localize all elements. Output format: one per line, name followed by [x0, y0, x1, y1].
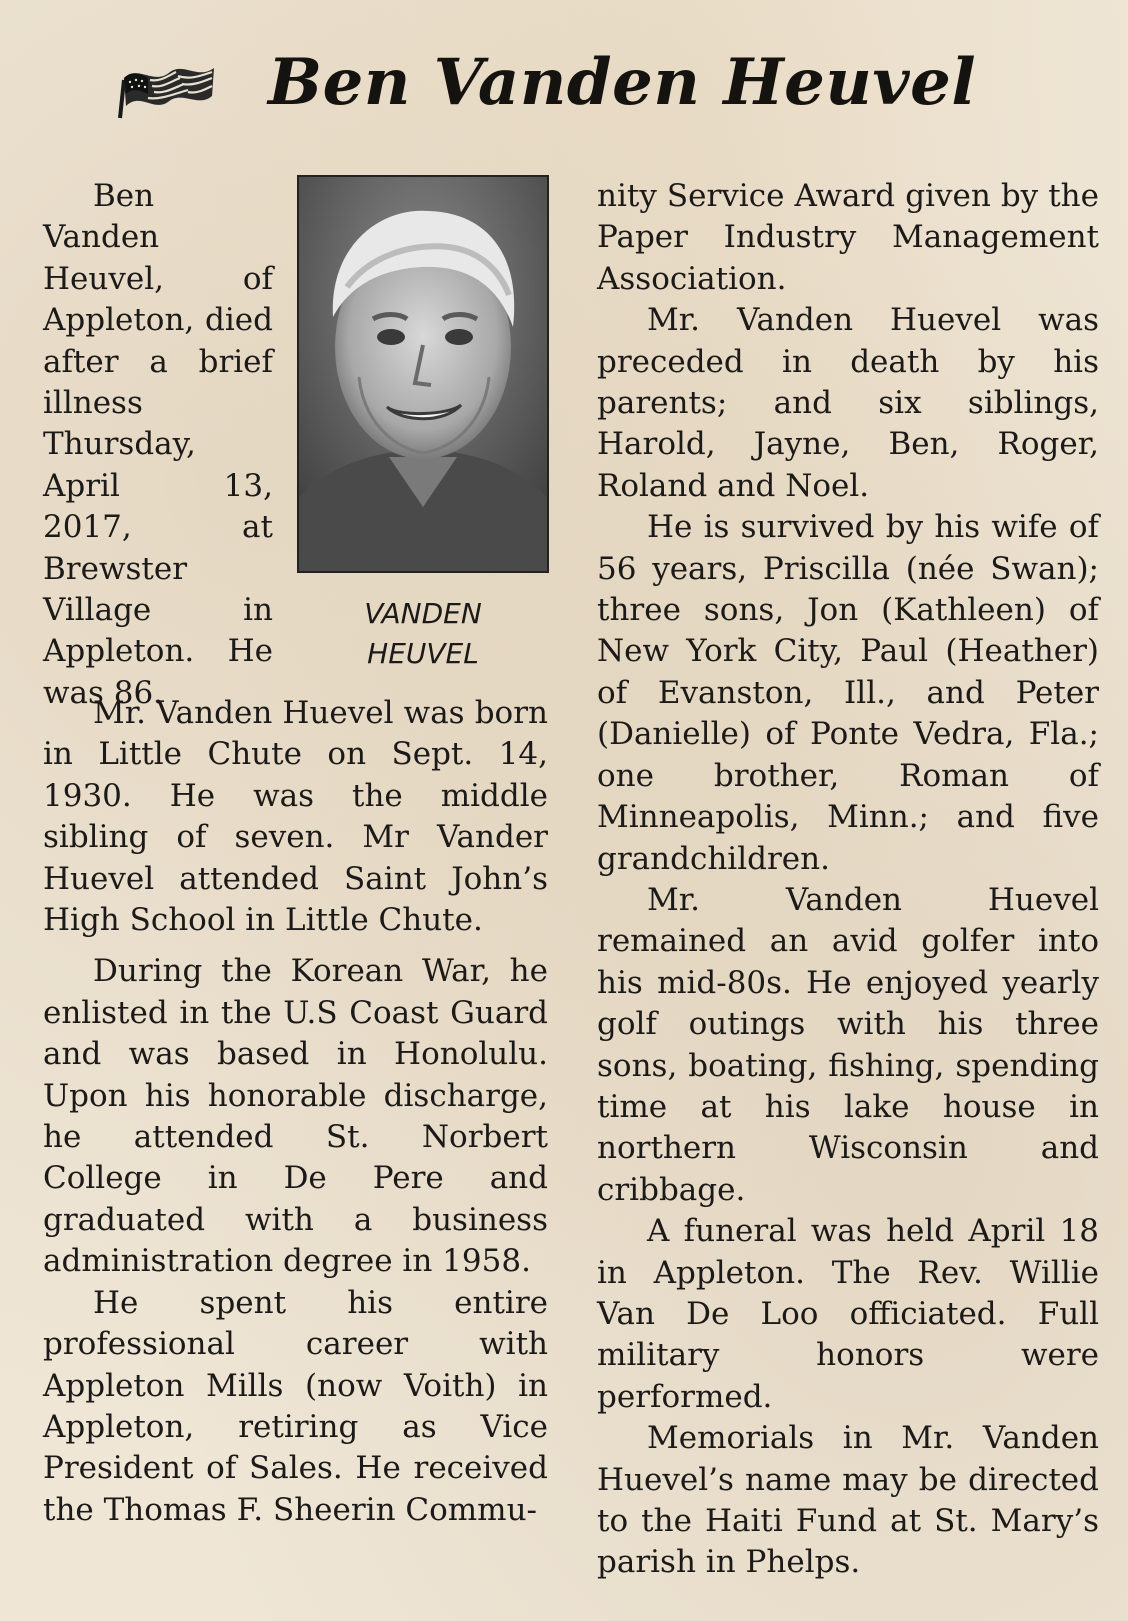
paragraph-birth: Mr. Vanden Huevel was born in Little Chute on Sept. 14, 1930. He was the middle sibling of seven. Mr Vander Huevel attended Saint John’s High School in Little Chute.	[43, 695, 548, 939]
paragraph-survived: He is survived by his wife of 56 years, Priscilla (née Swan); three sons, Jon (Kathleen) of New York City, Paul (Heather) of Evanston, Ill., and Peter (Danielle) of Ponte Vedra, Fla.; one brother, Roman of Minneapolis, Minn.; and five grandchildren.	[597, 509, 1099, 877]
paragraph-preceded: Mr. Vanden Huevel was preceded in death by his parents; and six siblings, Harold, Jayne, Ben, Roger, Roland and Noel.	[597, 302, 1099, 504]
column-left	[43, 693, 548, 1531]
photo-caption	[297, 594, 549, 674]
photo-caption-line: VANDEN	[364, 597, 482, 630]
paragraph-funeral: A funeral was held April 18 in Appleton. The Rev. Willie Van De Loo officiated. Full military honors were performed.	[597, 1213, 1099, 1415]
american-flag-icon	[118, 50, 218, 120]
obituary-header	[0, 40, 1128, 130]
paragraph-hobbies: Mr. Vanden Huevel remained an avid golfer into his mid-80s. He enjoyed yearly golf outings with his three sons, boating, fishing, spending time at his lake house in northern Wisconsin and cribbage.	[597, 881, 1099, 1208]
paragraph-memorials: Memorials in Mr. Vanden Huevel’s name may be directed to the Haiti Fund at St. Mary’s parish in Phelps.	[597, 1420, 1099, 1581]
intro-paragraph: Ben Vanden Heuvel, of Appleton, died after a brief illness Thursday, April 13, 2017, at Brewster Village in Appleton. He was 86.	[43, 178, 273, 711]
paragraph-award: nity Service Award given by the Paper Industry Management Association.	[597, 178, 1099, 297]
portrait-photo	[297, 175, 549, 573]
paragraph-career: He spent his entire professional career with Appleton Mills (now Voith) in Appleton, retiring as Vice President of Sales. He received the Thomas F. Sheerin Commu-	[43, 1284, 548, 1528]
obituary-title: Ben Vanden Heuvel	[268, 45, 977, 120]
paragraph-service: During the Korean War, he enlisted in the U.S Coast Guard and was based in Honolulu. Upon his honorable discharge, he attended St. Norbert College in De Pere and graduated with a business administration degree in 1958.	[43, 953, 548, 1280]
column-right	[597, 176, 1099, 1584]
photo-caption-line: HEUVEL	[367, 637, 479, 670]
